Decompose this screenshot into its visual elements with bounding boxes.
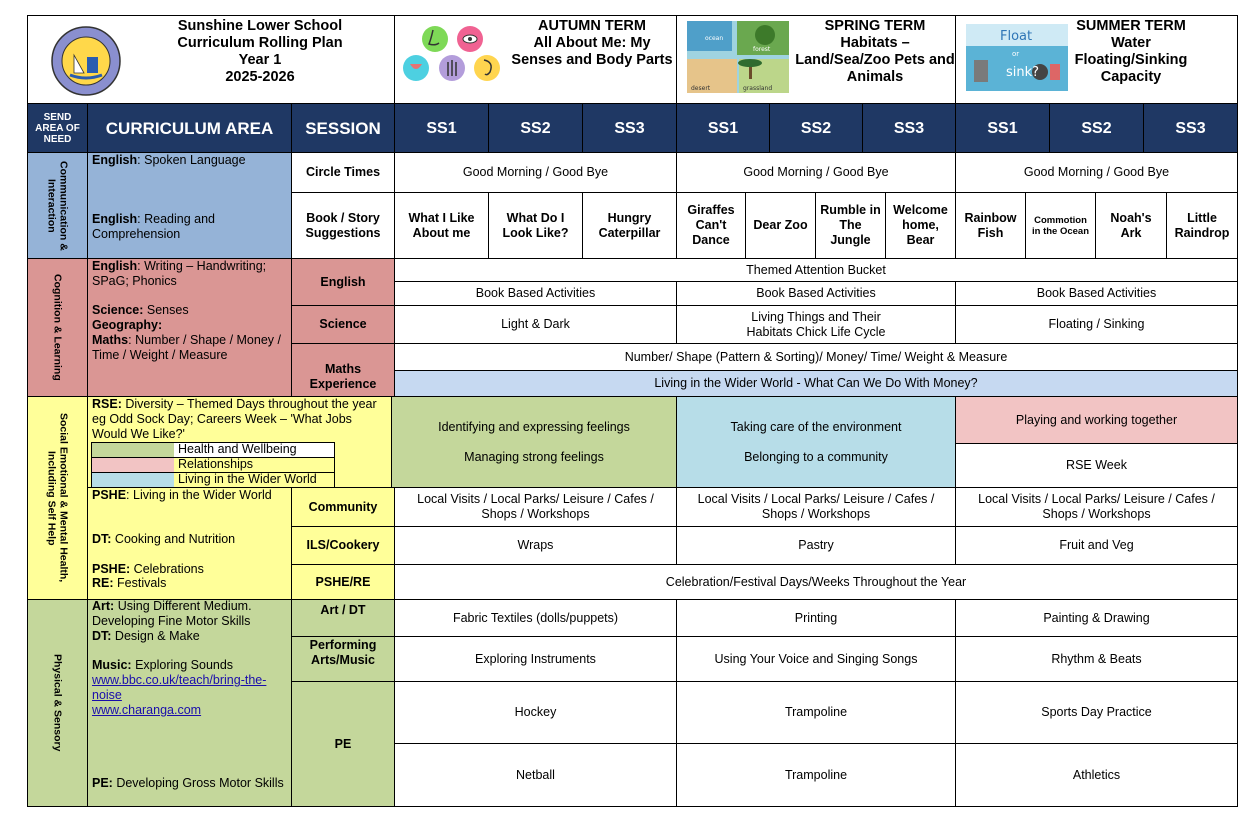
book-commotion-in-the-ocean: Commotion in the Ocean	[1025, 192, 1096, 259]
senses-icons	[402, 22, 500, 84]
subject-detail: : Writing – Handwriting; SPaG; Phonics	[92, 259, 267, 288]
re-festivals	[92, 576, 288, 591]
subject-art: Art:	[92, 599, 115, 613]
art-description	[92, 599, 288, 629]
curriculum-cog-english	[92, 259, 288, 289]
subject-dt: DT:	[92, 532, 112, 546]
curriculum-ci-reading	[92, 212, 287, 242]
float-sink-picture	[966, 24, 1068, 91]
summer-music: Rhythm & Beats	[955, 636, 1238, 682]
theme-community: Belonging to a community	[744, 449, 888, 464]
year-group: Year 1	[238, 52, 282, 68]
summer-ss3-header: SS3	[1143, 103, 1238, 153]
legend-wider-world: Living in the Wider World	[91, 472, 335, 488]
dt-cooking	[92, 532, 288, 547]
session-english: English	[291, 258, 395, 306]
dt-design-make	[92, 629, 288, 644]
subject-detail: Cooking and Nutrition	[111, 532, 236, 546]
autumn-term-label: AUTUMN TERM	[538, 18, 646, 34]
senses-image	[402, 22, 500, 84]
autumn-title	[507, 18, 677, 69]
subject-detail: Celebrations	[130, 562, 204, 576]
maths-all-terms: Number/ Shape (Pattern & Sorting)/ Money/ Time/ Weight & Measure	[394, 343, 1238, 371]
summer-rse-week: RSE Week	[955, 443, 1238, 488]
summer-topic: Water Floating/Sinking Capacity	[1074, 35, 1188, 85]
subject-music: Music:	[92, 658, 132, 672]
spring-pe-2: Trampoline	[676, 743, 956, 807]
spring-circle-times: Good Morning / Good Bye	[676, 152, 956, 193]
spring-title	[795, 18, 955, 86]
map-label-forest: forest	[753, 46, 771, 53]
school-title-block	[125, 18, 395, 86]
session-community: Community	[291, 487, 395, 527]
subject-pshe: PSHE:	[92, 562, 131, 576]
book-dear-zoo: Dear Zoo	[745, 192, 816, 259]
summer-cookery: Fruit and Veg	[955, 526, 1238, 565]
spring-music: Using Your Voice and Singing Songs	[676, 636, 956, 682]
subject-detail: : Living in the Wider World	[126, 488, 272, 502]
map-label-ocean: ocean	[705, 35, 724, 42]
session-science: Science	[291, 305, 395, 344]
book-welcome-home-bear: Welcome home, Bear	[885, 192, 956, 259]
session-art-dt: Art / DT	[291, 599, 395, 637]
summer-pe-2: Athletics	[955, 743, 1238, 807]
subject-english: English	[92, 153, 138, 167]
themed-attention-bucket: Themed Attention Bucket	[394, 258, 1238, 282]
autumn-science: Light & Dark	[394, 305, 677, 344]
session-circle-times: Circle Times	[291, 152, 395, 193]
subject-pshe: PSHE	[92, 488, 127, 502]
summer-art-dt: Painting & Drawing	[955, 599, 1238, 637]
summer-semh-theme: Playing and working together	[955, 396, 1238, 444]
map-label-desert: desert	[691, 85, 711, 92]
curriculum-ci	[87, 152, 292, 259]
bbc-link-wrap	[92, 673, 282, 703]
rse-description	[92, 397, 388, 442]
send-area-semh: Social Emotional & Mental Health, Including Self Help	[27, 396, 88, 600]
academic-year: 2025-2026	[225, 69, 295, 85]
charanga-link[interactable]: www.charanga.com	[92, 703, 202, 717]
session-performing-arts: Performing Arts/Music	[291, 636, 395, 682]
curriculum-area-header: CURRICULUM AREA	[87, 103, 292, 153]
summer-ss2-header: SS2	[1049, 103, 1144, 153]
pshe-description	[92, 488, 288, 503]
session-ils-cookery: ILS/Cookery	[291, 526, 395, 565]
session-book-story: Book / Story Suggestions	[291, 192, 395, 259]
subject-detail: : Number / Shape / Money / Time / Weight / Measure	[92, 333, 281, 362]
autumn-ss1-header: SS1	[394, 103, 489, 153]
curriculum-cog-maths	[92, 333, 288, 363]
subject-rse: RSE:	[92, 397, 122, 411]
book-giraffes-cant-dance: Giraffes Can't Dance	[676, 192, 746, 259]
session-pshe-re: PSHE/RE	[291, 564, 395, 600]
book-hungry-caterpillar: Hungry Caterpillar	[582, 192, 677, 259]
float-word: Float	[1000, 29, 1033, 44]
autumn-music: Exploring Instruments	[394, 636, 677, 682]
autumn-circle-times: Good Morning / Good Bye	[394, 152, 677, 193]
autumn-ss2-header: SS2	[488, 103, 583, 153]
send-area-cognition: Cognition & Learning	[27, 258, 88, 397]
session-maths-experience: Maths Experience	[291, 343, 395, 397]
curriculum-cog-science	[92, 303, 288, 318]
spring-science: Living Things and Their Habitats Chick Life Cycle	[676, 305, 956, 344]
subject-science: Science:	[92, 303, 144, 317]
school-logo	[50, 25, 122, 97]
spring-pe-1: Trampoline	[676, 681, 956, 744]
celebration-festival-days: Celebration/Festival Days/Weeks Throughout the Year	[394, 564, 1238, 600]
subject-detail: Developing Gross Motor Skills	[112, 776, 284, 790]
autumn-pe-2: Netball	[394, 743, 677, 807]
theme-environment: Taking care of the environment	[730, 419, 902, 434]
session-pe: PE	[291, 681, 395, 807]
summer-science: Floating / Sinking	[955, 305, 1238, 344]
summer-pe-1: Sports Day Practice	[955, 681, 1238, 744]
autumn-cookery: Wraps	[394, 526, 677, 565]
autumn-pe-1: Hockey	[394, 681, 677, 744]
bbc-bring-the-noise-link[interactable]: www.bbc.co.uk/teach/bring-the-noise	[92, 673, 267, 702]
legend-health-wellbeing: Health and Wellbeing	[91, 442, 335, 458]
spring-cookery: Pastry	[676, 526, 956, 565]
book-rumble-in-the-jungle: Rumble in The Jungle	[815, 192, 886, 259]
summer-book-activities: Book Based Activities	[955, 281, 1238, 306]
float-sink-image	[966, 24, 1068, 91]
subject-detail: Festivals	[113, 576, 167, 590]
spring-ss3-header: SS3	[862, 103, 956, 153]
subject-detail: Exploring Sounds	[131, 658, 234, 672]
send-area-ci: Communication & Interaction	[27, 152, 88, 259]
subject-re: RE:	[92, 576, 114, 590]
habitats-map	[687, 21, 789, 93]
spring-community: Local Visits / Local Parks/ Leisure / Cafes / Shops / Workshops	[676, 487, 956, 527]
summer-circle-times: Good Morning / Good Bye	[955, 152, 1238, 193]
autumn-book-activities: Book Based Activities	[394, 281, 677, 306]
summer-ss1-header: SS1	[955, 103, 1050, 153]
summer-title	[1070, 18, 1192, 86]
spring-topic: Habitats – Land/Sea/Zoo Pets and Animals	[795, 35, 955, 85]
spring-ss2-header: SS2	[769, 103, 863, 153]
spring-art-dt: Printing	[676, 599, 956, 637]
spring-ss1-header: SS1	[676, 103, 770, 153]
music-description	[92, 658, 288, 673]
legend-relationships: Relationships	[91, 457, 335, 473]
subject-detail: Design & Make	[111, 629, 200, 643]
book-little-raindrop: Little Raindrop	[1166, 192, 1238, 259]
summer-term-label: SUMMER TERM	[1076, 18, 1186, 34]
autumn-art-dt: Fabric Textiles (dolls/puppets)	[394, 599, 677, 637]
money-wider-world: Living in the Wider World - What Can We Do With Money?	[394, 370, 1238, 397]
plan-title: Curriculum Rolling Plan	[177, 35, 343, 51]
subject-dt: DT:	[92, 629, 112, 643]
book-what-i-like: What I Like About me	[394, 192, 489, 259]
book-rainbow-fish: Rainbow Fish	[955, 192, 1026, 259]
theme-managing-feelings: Managing strong feelings	[464, 449, 604, 464]
school-logo-image	[50, 25, 122, 97]
subject-detail: Using Different Medium. Developing Fine Motor Skills	[92, 599, 252, 628]
send-area-header: SEND AREA OF NEED	[27, 103, 88, 153]
school-name: Sunshine Lower School	[177, 18, 343, 34]
map-label-grassland: grassland	[743, 85, 773, 92]
spring-semh-themes	[676, 396, 956, 488]
subject-english: English	[92, 212, 138, 226]
autumn-topic: All About Me: My Senses and Body Parts	[511, 35, 673, 68]
curriculum-cog-geography: Geography:	[92, 318, 163, 332]
subject-detail: Senses	[143, 303, 189, 317]
habitats-image	[687, 21, 789, 93]
autumn-semh-themes	[391, 396, 677, 488]
spring-book-activities: Book Based Activities	[676, 281, 956, 306]
autumn-community: Local Visits / Local Parks/ Leisure / Cafes / Shops / Workshops	[394, 487, 677, 527]
theme-identifying-feelings: Identifying and expressing feelings	[438, 419, 630, 434]
pshe-celebrations	[92, 562, 288, 577]
pe-description	[92, 776, 288, 791]
subject-maths: Maths	[92, 333, 129, 347]
send-area-physical: Physical & Sensory	[27, 599, 88, 807]
subject-english: English	[92, 259, 138, 273]
charanga-link-wrap	[92, 703, 282, 718]
session-header: SESSION	[291, 103, 395, 153]
curriculum-ci-spoken	[92, 153, 287, 168]
spring-term-label: SPRING TERM	[824, 18, 926, 34]
subject-detail: : Spoken Language	[137, 153, 246, 167]
sink-word: sink?	[1006, 65, 1040, 80]
subject-pe: PE:	[92, 776, 113, 790]
autumn-ss3-header: SS3	[582, 103, 677, 153]
book-what-do-i-look-like: What Do I Look Like?	[488, 192, 583, 259]
subject-detail: : Reading and Comprehension	[92, 212, 215, 241]
subject-detail: Diversity – Themed Days throughout the year eg Odd Sock Day; Careers Week – 'What Jobs Would We Like?'	[92, 397, 377, 441]
or-word: or	[1012, 50, 1020, 58]
summer-community: Local Visits / Local Parks/ Leisure / Cafes / Shops / Workshops	[955, 487, 1238, 527]
book-noahs-ark: Noah's Ark	[1095, 192, 1167, 259]
